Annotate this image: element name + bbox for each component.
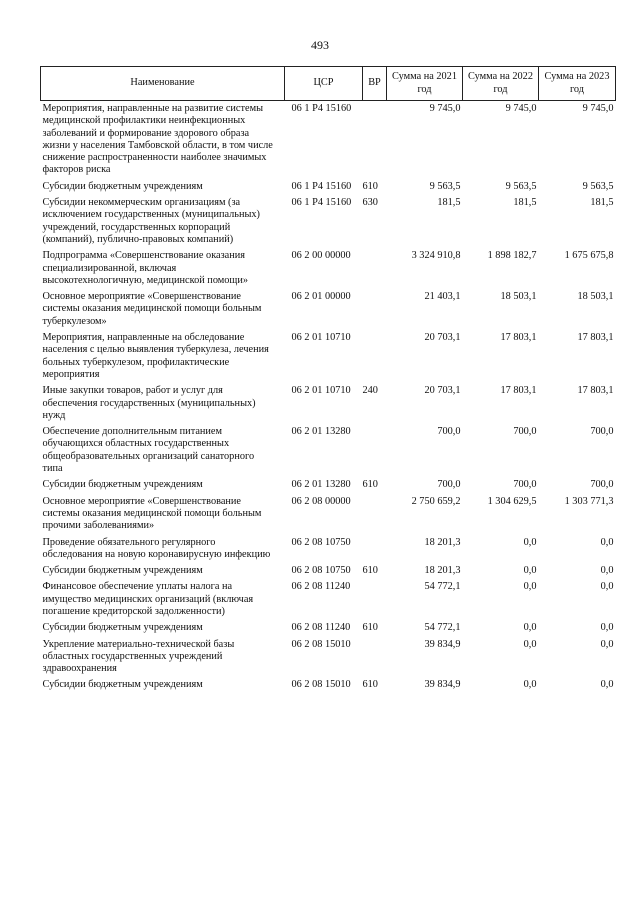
cell-sum-2021: 181,5 — [437, 197, 461, 209]
cell-vr: 630 — [362, 197, 378, 209]
cell-sum-2023: 700,0 — [590, 479, 614, 491]
cell-sum-2021: 700,0 — [437, 426, 461, 438]
cell-sum-2023: 9 745,0 — [582, 103, 614, 114]
cell-csr: 06 1 Р4 15160 — [291, 103, 352, 114]
cell-sum-2023: 0,0 — [600, 581, 614, 593]
budget-table — [40, 66, 616, 696]
cell-csr: 06 2 01 10710 — [291, 385, 351, 397]
cell-vr: 240 — [362, 385, 378, 397]
cell-sum-2023: 17 803,1 — [577, 332, 614, 344]
table-row — [41, 537, 616, 566]
cell-sum-2022: 700,0 — [513, 426, 537, 438]
table-row — [41, 291, 616, 332]
table-row — [41, 426, 616, 479]
table-row — [41, 565, 616, 581]
cell-name: Мероприятия, направленные на развитие системы медицинской профилактики неинфекционных заболеваний и формирование здорового образа жизни у населения Тамбовской области, в том числе снижение распространенности наиболее значимых факторов риска — [42, 103, 273, 176]
cell-sum-2022: 9 745,0 — [505, 103, 537, 114]
cell-csr: 06 2 08 11240 — [291, 622, 351, 634]
table-row — [41, 385, 616, 426]
cell-sum-2022: 17 803,1 — [500, 385, 537, 397]
cell-vr — [363, 426, 387, 479]
cell-name: Иные закупки товаров, работ и услуг для обеспечения государственных (муниципальных) нужд — [42, 385, 256, 421]
header-name: Наименование — [41, 67, 285, 101]
cell-sum-2022: 0,0 — [523, 622, 537, 634]
cell-vr: 610 — [362, 479, 378, 491]
cell-vr — [363, 639, 387, 680]
table-row — [41, 101, 616, 181]
cell-sum-2022: 0,0 — [523, 638, 537, 650]
table-row — [41, 197, 616, 250]
cell-sum-2022: 0,0 — [523, 581, 537, 593]
cell-name: Подпрограмма «Совершенствование оказания специализированной, включая высокотехнологичную, медицинской помощи» — [42, 250, 249, 286]
table-row — [41, 250, 616, 291]
table-header-row — [41, 67, 616, 101]
cell-sum-2022: 1 304 629,5 — [487, 495, 537, 507]
cell-sum-2022: 17 803,1 — [500, 332, 537, 344]
cell-vr — [363, 496, 387, 537]
cell-sum-2023: 17 803,1 — [577, 385, 614, 397]
cell-name: Субсидии бюджетным учреждениям — [42, 622, 203, 634]
header-sum-2023: Сумма на 2023 год — [539, 67, 616, 101]
cell-sum-2021: 21 403,1 — [424, 291, 461, 303]
table-row — [41, 496, 616, 537]
cell-sum-2023: 0,0 — [600, 638, 614, 650]
cell-sum-2021: 9 745,0 — [429, 103, 461, 114]
cell-csr: 06 1 Р4 15160 — [291, 180, 352, 192]
cell-sum-2023: 181,5 — [590, 197, 614, 209]
cell-name: Субсидии бюджетным учреждениям — [42, 479, 203, 491]
cell-sum-2022: 0,0 — [523, 679, 537, 691]
cell-sum-2022: 1 898 182,7 — [487, 250, 537, 262]
cell-name: Основное мероприятие «Совершенствование системы оказания медицинской помощи больным туберкулезом» — [42, 291, 262, 327]
table-row — [41, 581, 616, 622]
cell-csr: 06 2 01 10710 — [291, 332, 351, 344]
cell-name: Субсидии бюджетным учреждениям — [42, 180, 203, 192]
table-row — [41, 332, 616, 385]
cell-sum-2021: 9 563,5 — [429, 180, 461, 192]
cell-csr: 06 2 01 13280 — [291, 479, 351, 491]
cell-sum-2021: 2 750 659,2 — [411, 495, 461, 507]
table-row — [41, 181, 616, 197]
header-sum-2021: Сумма на 2021 год — [387, 67, 463, 101]
cell-sum-2023: 9 563,5 — [582, 180, 614, 192]
cell-sum-2023: 18 503,1 — [577, 291, 614, 303]
cell-sum-2021: 700,0 — [437, 479, 461, 491]
table-row — [41, 679, 616, 695]
cell-vr — [363, 250, 387, 291]
cell-vr — [363, 537, 387, 566]
cell-vr — [363, 101, 387, 181]
cell-sum-2021: 54 772,1 — [424, 622, 461, 634]
cell-vr: 610 — [362, 622, 378, 634]
cell-sum-2022: 700,0 — [513, 479, 537, 491]
cell-name: Проведение обязательного регулярного обследования на новую коронавирусную инфекцию — [42, 536, 271, 560]
cell-sum-2021: 39 834,9 — [424, 638, 461, 650]
cell-sum-2022: 0,0 — [523, 536, 537, 548]
cell-vr — [363, 291, 387, 332]
cell-sum-2023: 0,0 — [600, 622, 614, 634]
cell-vr: 610 — [362, 180, 378, 192]
cell-sum-2022: 0,0 — [523, 565, 537, 577]
cell-sum-2022: 181,5 — [513, 197, 537, 209]
cell-name: Субсидии некоммерческим организациям (за исключением государственных (муниципальных) учреждений, государственных корпораций (компаний), публично-правовых компаний) — [42, 197, 260, 245]
cell-csr: 06 2 01 00000 — [291, 291, 351, 303]
cell-csr: 06 1 Р4 15160 — [291, 197, 352, 209]
cell-sum-2023: 0,0 — [600, 679, 614, 691]
cell-name: Основное мероприятие «Совершенствование системы оказания медицинской помощи больным прочими заболеваниями» — [42, 495, 262, 532]
cell-name: Финансовое обеспечение уплаты налога на имущество медицинских организаций (включая погашение кредиторской задолженности) — [42, 581, 254, 617]
cell-vr: 610 — [362, 565, 378, 577]
cell-name: Субсидии бюджетным учреждениям — [42, 565, 203, 577]
cell-sum-2021: 39 834,9 — [424, 679, 461, 691]
cell-sum-2022: 18 503,1 — [500, 291, 537, 303]
cell-sum-2021: 20 703,1 — [424, 385, 461, 397]
cell-name: Мероприятия, направленные на обследование населения с целью выявления туберкулеза, лечения больных туберкулезом, профилактические мероприятия — [42, 332, 269, 380]
cell-csr: 06 2 01 13280 — [291, 426, 351, 438]
cell-sum-2021: 20 703,1 — [424, 332, 461, 344]
cell-sum-2021: 18 201,3 — [424, 536, 461, 548]
cell-vr — [363, 581, 387, 622]
cell-csr: 06 2 08 15010 — [291, 679, 351, 691]
cell-sum-2021: 54 772,1 — [424, 581, 461, 593]
cell-sum-2023: 0,0 — [600, 565, 614, 577]
cell-sum-2023: 1 303 771,3 — [564, 495, 614, 507]
cell-sum-2021: 18 201,3 — [424, 565, 461, 577]
cell-name: Обеспечение дополнительным питанием обучающихся областных государственных общеобразовательных организаций санаторного типа — [42, 426, 255, 475]
cell-sum-2023: 700,0 — [590, 426, 614, 438]
header-vr: ВР — [363, 67, 387, 101]
cell-vr — [363, 332, 387, 385]
cell-name: Укрепление материально-технической базы областных государственных учреждений здравоохранения — [42, 638, 235, 675]
page-number: 493 — [311, 38, 329, 52]
table-row — [41, 622, 616, 638]
cell-csr: 06 2 00 00000 — [291, 250, 351, 262]
cell-name: Субсидии бюджетным учреждениям — [42, 679, 203, 691]
cell-sum-2021: 3 324 910,8 — [411, 250, 461, 262]
cell-sum-2023: 1 675 675,8 — [564, 250, 614, 262]
cell-csr: 06 2 08 10750 — [291, 536, 351, 548]
header-csr: ЦСР — [285, 67, 363, 101]
cell-csr: 06 2 08 10750 — [291, 565, 351, 577]
table-row — [41, 639, 616, 680]
cell-csr: 06 2 08 00000 — [291, 495, 351, 507]
cell-csr: 06 2 08 15010 — [291, 638, 351, 650]
cell-vr: 610 — [362, 679, 378, 691]
cell-sum-2023: 0,0 — [600, 536, 614, 548]
table-row — [41, 479, 616, 495]
header-sum-2022: Сумма на 2022 год — [463, 67, 539, 101]
cell-csr: 06 2 08 11240 — [291, 581, 351, 593]
cell-sum-2022: 9 563,5 — [505, 180, 537, 192]
